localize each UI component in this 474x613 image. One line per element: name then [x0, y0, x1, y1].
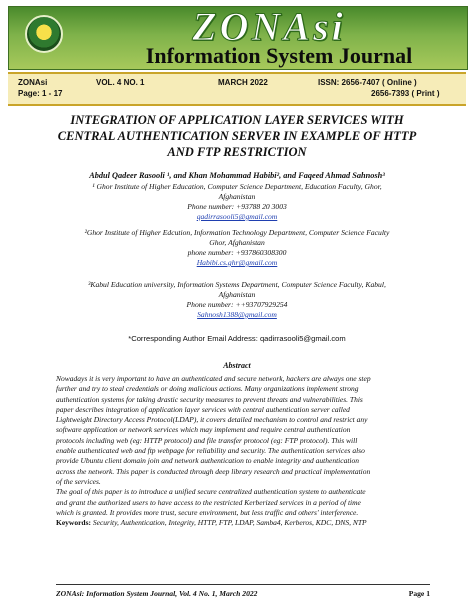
issue-date: MARCH 2022: [218, 78, 268, 87]
paper-title: INTEGRATION OF APPLICATION LAYER SERVICES WITH CENTRAL AUTHENTICATION SERVER IN EXAMPLE OF HTTP AND FTP RESTRICTION: [57, 113, 417, 159]
affiliation-line: ¹ Ghor Institute of Higher Education, Computer Science Department, Education Faculty, Ghor,: [92, 182, 382, 191]
corresponding-author: *Corresponding Author Email Address: qadirrasooli5@gmail.com: [128, 334, 346, 343]
affiliation-line: ²Ghor Institute of Higher Edcution, Information Technology Department, Computer Science Faculty: [84, 228, 390, 237]
abstract-line: provide Ubuntu client domain join and network authentication to enable integrity and authentication: [56, 456, 360, 466]
journal-name: ZONAsi: [18, 78, 48, 87]
affiliation-line: ³Kabul Education university, Information Systems Department, Computer Science Faculty, Kabul,: [88, 280, 386, 289]
affiliation-3: [50, 280, 424, 320]
affiliation-line: Ghor, Afghanistan: [209, 238, 265, 247]
abstract-line: authentication systems for taking drastic security measures to prevent threats and vulnerabilities. This: [56, 394, 363, 404]
abstract-line: protocols including web (eg: HTTP protocol) and file transfer protocol (eg: FTP protocol). This will: [56, 435, 358, 445]
keywords-text: Security, Authentication, Integrity, HTTP, FTP, LDAP, Samba4, Kerberos, KDC, DNS, NTP: [91, 518, 367, 528]
abstract-line: across the network. This paper is conducted through deep library research and practical implementation: [56, 466, 371, 476]
author-list: Abdul Qadeer Rasooli ¹, and Khan Mohammad Habibi², and Faqeed Ahmad Sahnosh³: [89, 171, 385, 180]
abstract-heading: Abstract: [223, 361, 251, 370]
abstract-line: further and try to steal credentials or doing malicious actions. Many organizations implement strong: [56, 384, 359, 394]
affiliation-line: Phone number: ++93707929254: [186, 300, 288, 309]
abstract-body: [56, 374, 430, 528]
affiliation-2: [50, 228, 424, 268]
footer-citation: ZONAsi: Information System Journal, Vol. 4 No. 1, March 2022: [56, 589, 258, 598]
abstract-line: Nowadays it is very important to have an authenticated and secure network, hackers are always one step: [56, 374, 371, 383]
journal-info-bar: [8, 72, 466, 106]
keywords-label: Keywords:: [56, 518, 91, 528]
affiliation-line: phone number: +937860308300: [187, 248, 287, 257]
journal-banner: [8, 6, 468, 70]
abstract-line: paper describes integration of application layer services with central authentication server called: [56, 404, 350, 414]
author-email-link[interactable]: Habibi.cs.ghr@gmail.com: [196, 258, 278, 267]
affiliation-line: Phone number: +93788 20 3003: [187, 202, 287, 211]
abstract-line: and grant the authorized users to have access to the restricted Kerberized services in a period of time: [56, 497, 361, 507]
page-range: Page: 1 - 17: [18, 89, 63, 98]
author-email-link[interactable]: qadirrasooli5@gmail.com: [196, 212, 278, 221]
abstract-line: software application or network services which may implement and require central authentication: [56, 425, 351, 435]
institution-logo-icon: [25, 15, 63, 53]
abstract-line: enable authenticated web and ftp webpage for reliability and security. The authentication services also: [56, 446, 365, 456]
page-number: Page 1: [408, 589, 430, 598]
affiliation-line: Afghanistan: [218, 290, 256, 299]
issn-print: 2656-7393 ( Print ): [371, 89, 440, 98]
abstract-line: Lightweight Directory Access Protocol(LDAP), it covers detailed mechanism to control and restrict any: [56, 415, 368, 425]
footer-divider: [56, 584, 430, 585]
affiliation-1: [50, 182, 424, 222]
issn-online: ISSN: 2656-7407 ( Online ): [318, 78, 417, 87]
abstract-line: which is granted. It provides more trust, secure environment, but less traffic and others' interference.: [56, 507, 359, 517]
affiliation-line: Afghanistan: [218, 192, 256, 201]
keywords-line: [56, 518, 430, 528]
author-email-link[interactable]: Sahnosh1388@gmail.com: [197, 310, 277, 319]
journal-brand: ZONAsi: [192, 4, 346, 49]
journal-title: Information System Journal: [145, 43, 413, 68]
abstract-line: The goal of this paper is to introduce a unified secure centralized authentication system to authenticate: [56, 487, 366, 497]
abstract-line: of the services.: [56, 476, 101, 486]
volume-number: VOL. 4 NO. 1: [96, 78, 145, 87]
